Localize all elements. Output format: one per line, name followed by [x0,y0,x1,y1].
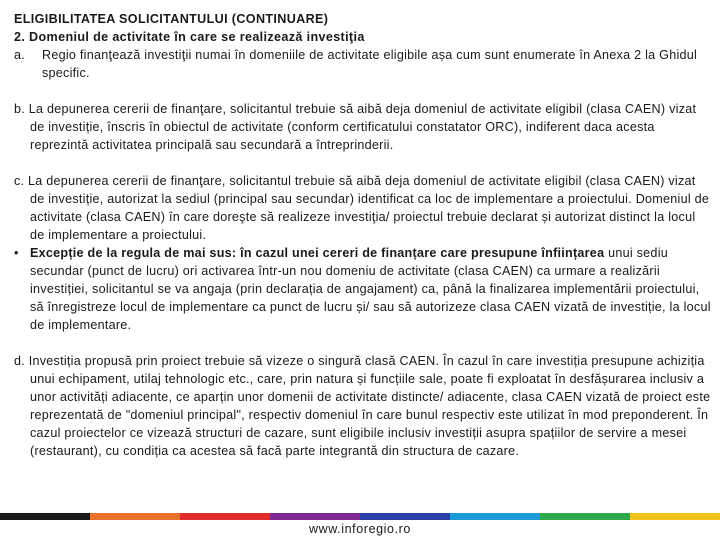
footer-color-segment [270,513,360,520]
exception-text [30,244,712,334]
footer-color-segment [450,513,540,520]
footer-color-segment [540,513,630,520]
exception-bullet [14,244,712,334]
footer-color-bar [0,513,720,520]
footer-color-segment [360,513,450,520]
footer-website-link[interactable]: www.inforegio.ro [308,522,411,536]
footer-color-segment [90,513,180,520]
paragraph-b: b. La depunerea cererii de finanţare, solicitantul trebuie să aibă deja domeniul de activitate eligibil (clasa CAEN) vizat de investiție, înscris în obiectul de activitate (conform certificatului constatator ORC), indiferent daca acesta reprezintă activitatea principală sau secundară a întreprinderii. [14,102,697,152]
paragraph-a-text: Regio finanţează investiţii numai în domeniile de activitate eligibile așa cum sunt enumerate în Anexa 2 la Ghidul specific. [42,48,698,80]
footer-color-segment [0,513,90,520]
slide-title: ELIGIBILITATEA SOLICITANTULUI (CONTINUARE) [14,12,329,26]
footer-color-segment [630,513,720,520]
slide-content [14,10,712,460]
section-heading: 2. Domeniul de activitate în care se realizează investiţia [14,30,365,44]
footer-color-segment [180,513,270,520]
exception-rest-text: unui sediu secundar (punct de lucru) ori activarea într-un nou domeniu de activitate (clasa CAEN) ca urmare a realizării investiției, solicitantul se va angaja (prin declarația de angajament) ca, până la finalizarea implementării proiectului, să înregistreze locul de implementare ca punct de lucru și/ sau să autorizeze clasa CAEN vizată de investiție, la locul de implementare. [30,246,711,332]
paragraph-d: d. Investiția propusă prin proiect trebuie să vizeze o singură clasă CAEN. În cazul în care investiția presupune achiziția unui echipament, utilaj tehnologic etc., care, prin natura și funcțiile sale, poate fi exploatat în desfășurarea inclusiv a unor activități adiacente, ce aparțin unor domenii de activitate distincte/ adiacente, clasa CAEN vizată de proiect este reprezentată de "domeniul principal", respectiv domeniul în care bunul respectiv este utilizat în mod preponderent. În cazul proiectelor ce vizează structuri de cazare, sunt eligibile inclusiv investiții asupra spațiilor de servire a mesei (restaurant), cu condiția ca acestea să facă parte integrantă din structura de cazare. [14,354,711,458]
paragraph-c: c. La depunerea cererii de finanţare, solicitantul trebuie să aibă deja domeniul de activitate eligibil (clasa CAEN) vizat de investiție, autorizat la sediul (principal sau secundar) identificat ca loc de implementare a proiectului. Domeniul de activitate (clasa CAEN) în care doreşte să realizeze investiţia/ proiectul trebuie declarat și autorizat distinct la locul de implementare a proiectului. [14,174,710,242]
paragraph-a-marker: a. [14,48,26,62]
paragraph-a [14,46,712,82]
bullet-icon: • [14,246,19,260]
exception-bold-text: Excepție de la regula de mai sus: în cazul unei cereri de finanțare care presupune înființarea [30,246,605,260]
